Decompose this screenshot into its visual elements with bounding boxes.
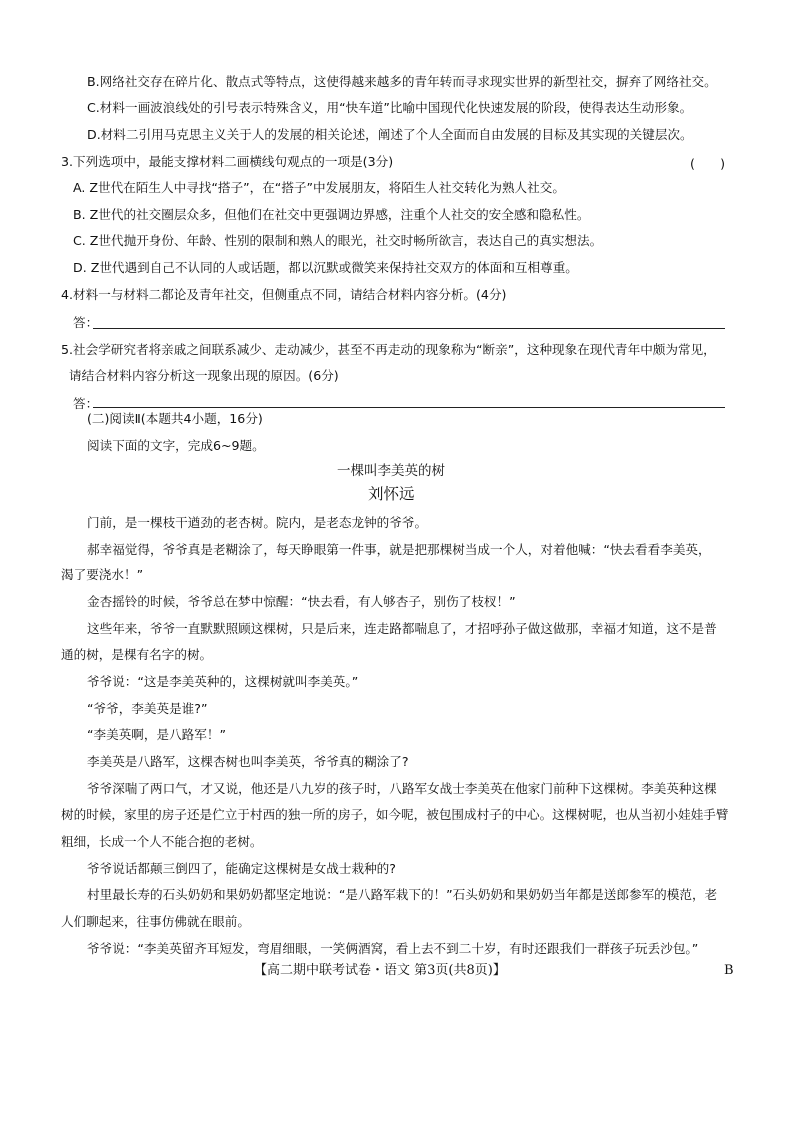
q5-stem-line2: 请结合材料内容分析这一现象出现的原因。(6分): [69, 368, 339, 383]
story-line: 郝幸福觉得，爷爷真是老糊涂了，每天睁眼第一件事，就是把那棵树当成一个人，对着他喊：“快去看看李美英，: [87, 542, 711, 557]
story-line: 李美英是八路军，这棵杏树也叫李美英，爷爷真的糊涂了?: [87, 754, 409, 769]
story-line: 爷爷说：“李美英留齐耳短发，弯眉细眼，一笑俩酒窝，看上去不到二十岁，有时还跟我们一群孩子玩丢沙包。”: [87, 941, 699, 956]
story-line: 金杏摇铃的时候，爷爷总在梦中惊醒：“快去看，有人够杏子，别伤了枝杈！”: [87, 594, 516, 609]
q5-stem-line1: 5.社会学研究者将亲戚之间联系减少、走动减少，甚至不再走动的现象称为“断亲”，这种现象在现代青年中颇为常见，: [61, 342, 716, 357]
story-line: 爷爷说：“这是李美英种的，这棵树就叫李美英。”: [87, 674, 359, 689]
q3-option-b: B. Z世代的社交圈层众多，但他们在社交中更强调边界感，注重个人社交的安全感和隐私性。: [73, 207, 590, 222]
story-line: 树的时候，家里的房子还是伫立于村西的独一所的房子，如今呢，被包围成村子的中心。这棵树呢，也从当初小娃娃手臂: [61, 807, 729, 822]
story-line: “李美英啊，是八路军！”: [87, 727, 226, 742]
page-footer: 【高二期中联考试卷・语文 第3页(共8页)】: [254, 963, 506, 978]
q3-option-c: C. Z世代抛开身份、年龄、性别的限制和熟人的眼光，社交时畅所欲言，表达自己的真实想法。: [73, 233, 603, 248]
article-title: 一棵叫李美英的树: [337, 463, 445, 479]
paper-version-label: B: [724, 963, 734, 978]
q4-stem: 4.材料一与材料二都论及青年社交，但侧重点不同，请结合材料内容分析。(4分): [61, 287, 507, 302]
story-line: 通的树，是棵有名字的树。: [61, 647, 213, 662]
story-line: 人们聊起来，往事仿佛就在眼前。: [61, 914, 250, 929]
q2-option-d: D.材料二引用马克思主义关于人的发展的相关论述，阐述了个人全面而自由发展的目标及其实现的关键层次。: [87, 127, 693, 142]
story-line: 粗细，长成一个人不能合抱的老树。: [61, 834, 263, 849]
q4-answer-label: 答：: [73, 315, 99, 330]
q3-option-a: A. Z世代在陌生人中寻找“搭子”，在“搭子”中发展朋友，将陌生人社交转化为熟人社交。: [73, 180, 565, 195]
article-author: 刘怀远: [368, 485, 415, 503]
story-line: 门前，是一棵枝干遒劲的老杏树。院内，是老态龙钟的爷爷。: [87, 515, 428, 530]
section-instruction: 阅读下面的文字，完成6~9题。: [87, 438, 265, 453]
story-line: 爷爷深喘了两口气，才又说，他还是八九岁的孩子时，八路军女战士李美英在他家门前种下这棵树。李美英种这棵: [87, 781, 717, 796]
story-line: 爷爷说话都颠三倒四了，能确定这棵树是女战士栽种的?: [87, 861, 396, 876]
q3-stem: 3.下列选项中，最能支撑材料二画横线句观点的一项是(3分): [61, 154, 394, 169]
q3-answer-bracket: ( ): [690, 156, 726, 171]
q3-option-d: D. Z世代遇到自己不认同的人或话题，都以沉默或微笑来保持社交双方的体面和互相尊重。: [73, 260, 578, 275]
section-heading: (二)阅读Ⅱ(本题共4小题，16分): [87, 411, 263, 426]
story-line: 这些年来，爷爷一直默默照顾这棵树，只是后来，连走路都喘息了，才招呼孙子做这做那，幸福才知道，这不是普: [87, 621, 717, 636]
story-line: 渴了要浇水！”: [61, 567, 144, 582]
story-line: 村里最长寿的石头奶奶和果奶奶都坚定地说：“是八路军栽下的！”石头奶奶和果奶奶当年都是送郎参军的模范，老: [87, 887, 718, 902]
q4-answer-line[interactable]: [93, 328, 725, 329]
q2-option-c: C.材料一画波浪线处的引号表示特殊含义，用“快车道”比喻中国现代化快速发展的阶段，使得表达生动形象。: [87, 100, 693, 115]
q2-option-b: B.网络社交存在碎片化、散点式等特点，这使得越来越多的青年转而寻求现实世界的新型社交，摒弃了网络社交。: [87, 74, 717, 89]
q5-answer-label: 答：: [73, 396, 99, 411]
q5-answer-line[interactable]: [93, 407, 725, 408]
story-line: “爷爷，李美英是谁?”: [87, 701, 208, 716]
